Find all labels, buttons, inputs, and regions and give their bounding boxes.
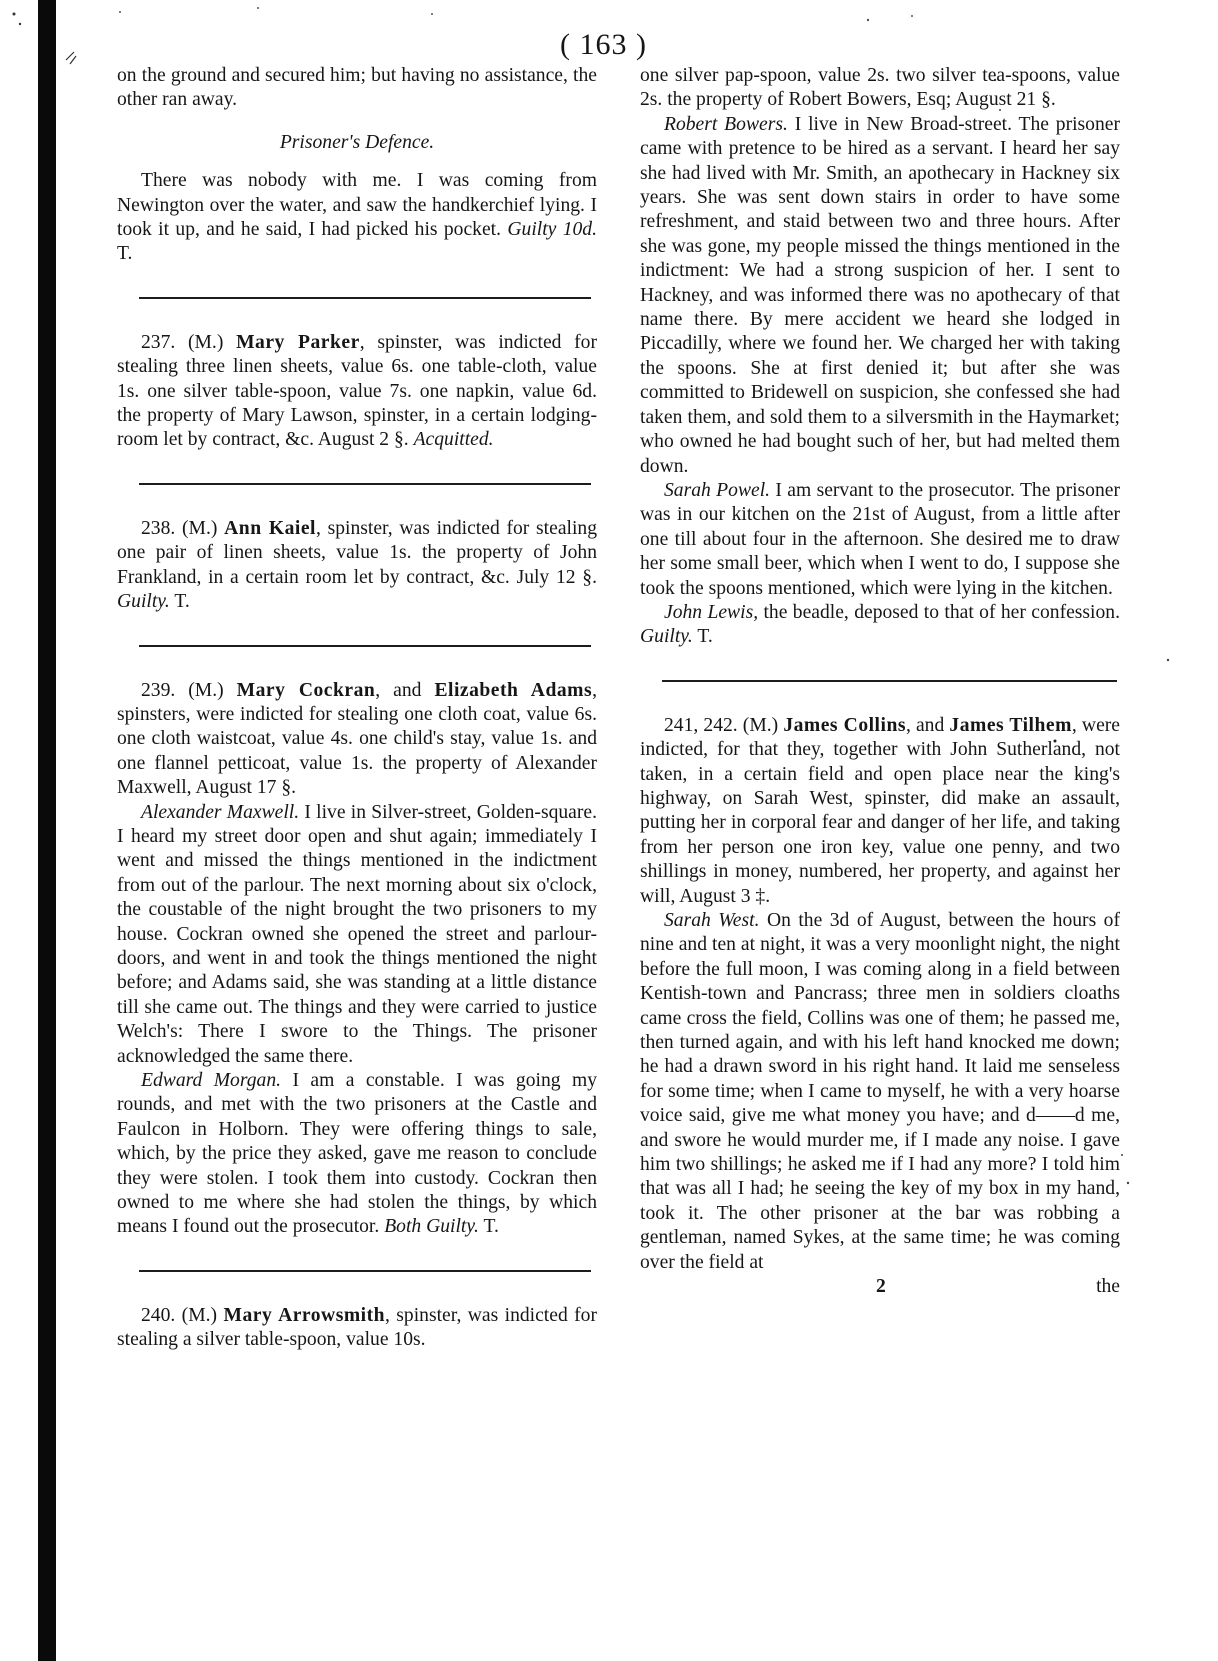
case-number: 239. (M.) (141, 679, 224, 701)
witness-name: Sarah Powel. (664, 479, 771, 501)
signature-mark: 2 (876, 1276, 886, 1298)
defence-paragraph (117, 169, 597, 267)
verdict: Acquitted. (413, 429, 494, 451)
testimony-text: I am servant to the prosecutor. The prisoner was in our kitchen on the 21st of August, from a little after one till about four in the afternoon. She desired me to draw her some small beer, which when I went to do, I suppose she took the spoons mentioned, which were lying in the kitchen. (640, 479, 1120, 599)
left-column (117, 64, 597, 1353)
divider-rule (139, 1270, 591, 1272)
defendant-name: Mary Arrowsmith (223, 1304, 386, 1326)
right-column (640, 64, 1120, 1301)
page-number: ( 163 ) (560, 28, 647, 61)
case-number: 238. (M.) (141, 517, 218, 539)
witness-testimony (640, 601, 1120, 650)
witness-name: Sarah West. (664, 910, 760, 931)
defendant-name: Elizabeth Adams (434, 679, 593, 701)
witness-testimony (117, 1069, 597, 1240)
witness-name: Alexander Maxwell. (141, 801, 300, 823)
section-heading: Prisoner's Defence. (279, 131, 435, 153)
case-entry (640, 714, 1120, 909)
defendant-name: James Tilhem (949, 714, 1072, 736)
witness-testimony (640, 479, 1120, 601)
testimony-text: On the 3d of August, between the hours of nine and ten at night, it was a very moonlight night, the night before the full moon, I was coming along in a field between Kentish-town and Pancrass; three men in soldiers cloaths came cross the field, Collins was one of them; he passed me, then turned again, and with his left hand knocked me down; he had a drawn sword in his right hand. It laid me senseless for some time; when I came to myself, he with a very hoarse voice said, give me what money you have; and d——d me, and swore he would murder me, if I made any noise. I gave him two shillings; he asked me if I had any more? I told him that was all I had; he seeing the key of my box in my hand, took it. The other prisoner at the bar was robbing a gentleman, named Sykes, at the same time; he was coming over the field at (640, 910, 1120, 1273)
paragraph: on the ground and secured him; but having no assistance, the other ran away. (117, 65, 597, 111)
sentence: T. (483, 1216, 499, 1238)
case-entry (117, 679, 597, 801)
case-number: 240. (M.) (141, 1304, 218, 1326)
case-entry (117, 331, 597, 453)
verdict: Guilty 10d. (507, 219, 597, 241)
testimony-text: I am a constable. I was going my rounds, and met with the two prisoners at the Castle and Faulcon in Holborn. They were offering things to sale, which, by the price they asked, gave me reason to conclude they were stolen. I took them into custody. Cockran then owned to me where she had stolen the things, by which means I found out the prosecutor. (117, 1070, 598, 1238)
defendant-name: Mary Parker (236, 331, 360, 353)
verdict: Guilty. (640, 626, 693, 648)
case-text: , spinster, was indicted for stealing three linen sheets, value 6s. one table-cloth, value 1s. one silver table-spoon, value 7s. one napkin, value 6d. the property of Mary Lawson, spinster, in a certain lodging-room let by contract, &c. August 2 §. (117, 331, 597, 451)
conjunction: , and (375, 679, 422, 701)
page-footer (640, 1275, 1120, 1301)
conjunction: , and (905, 714, 945, 736)
case-text: , spinster, was indicted for stealing one pair of linen sheets, value 1s. the property of John Frankland, in a certain room let by contract, &c. July 12 §. (117, 517, 598, 588)
case-entry (117, 517, 597, 615)
case-text: , spinsters, were indicted for stealing one cloth coat, value 6s. one cloth waistcoat, value 4s. one child's stay, value 1s. and one flannel petticoat, value 1s. the property of Alexander Maxwell, August 17 §. (117, 679, 597, 799)
witness-name: Edward Morgan. (141, 1070, 282, 1091)
case-entry (117, 1304, 597, 1353)
verdict: Both Guilty. (384, 1216, 479, 1238)
divider-rule (139, 645, 591, 647)
divider-rule (139, 297, 591, 299)
case-number: 241, 242. (M.) (664, 714, 779, 736)
witness-testimony (117, 801, 597, 1069)
sentence: T. (174, 591, 190, 613)
divider-rule (662, 680, 1117, 682)
defence-text: There was nobody with me. I was coming from Newington over the water, and saw the handkerchief lying. I took it up, and he said, I had picked his pocket. (117, 170, 597, 241)
defendant-name: Mary Cockran (236, 679, 376, 701)
catchword: the (1096, 1276, 1120, 1298)
witness-testimony (640, 113, 1120, 479)
sentence: T. (117, 243, 133, 265)
defendant-name: Ann Kaiel (224, 517, 316, 539)
case-text: , spinster, was indicted for stealing a silver table-spoon, value 10s. (117, 1304, 597, 1351)
sentence: T. (697, 626, 713, 648)
case-continuation: one silver pap-spoon, value 2s. two silver tea-spoons, value 2s. the property of Robert Bowers, Esq; August 21 §. (640, 65, 1120, 111)
case-text: , were indicted, for that they, together with John Sutherland, not taken, in a certain field and open place near the king's highway, on Sarah West, spinster, did make an assault, putting her in corporal fear and danger of her life, and taking from her person one iron key, value one penny, and two shillings in money, numbered, her property, and against her will, August 3 ‡. (640, 714, 1121, 907)
witness-testimony (640, 909, 1120, 1275)
testimony-text: I live in New Broad-street. The prisoner came with pretence to be hired as a servant. I heard her say she had lived with Mr. Smith, an apothecary in Hackney six years. She was sent down stairs in order to have some refreshment, and staid between two and three hours. After she was gone, my people missed the things mentioned in the indictment: We had a strong suspicion of her. I sent to Hackney, and was informed there was no apothecary of that name there. By mere accident we heard she lodged in Piccadilly, where we found her. We charged her with taking the spoons. She at first denied it; but after she was committed to Bridewell on suspicion, she confessed she had taken them, and sold them to a silversmith in the Haymarket; who owned he had bought such of her, but had melted them down. (640, 113, 1120, 477)
witness-name: John Lewis, (664, 601, 759, 623)
case-number: 237. (M.) (141, 331, 224, 353)
witness-name: Robert Bowers. (664, 113, 788, 135)
verdict: Guilty. (117, 591, 170, 613)
divider-rule (139, 483, 591, 485)
testimony-text: I live in Silver-street, Golden-square. I heard my street door open and shut again; immediately I went and missed the things mentioned in the indictment from out of the parlour. The next morning about six o'clock, the coustable of the night brought the two prisoners to my house. Cockran owned she opened the street and parlour-doors, and went in and took the things mentioned the night before; and Adams said, she was standing at a little distance till she came out. The things and they were carried to justice Welch's: There I swore to the Things. The prisoner acknowledged the same there. (117, 801, 597, 1067)
defendant-name: James Collins (783, 714, 906, 736)
testimony-text: the beadle, deposed to that of her confession. (758, 601, 1120, 623)
